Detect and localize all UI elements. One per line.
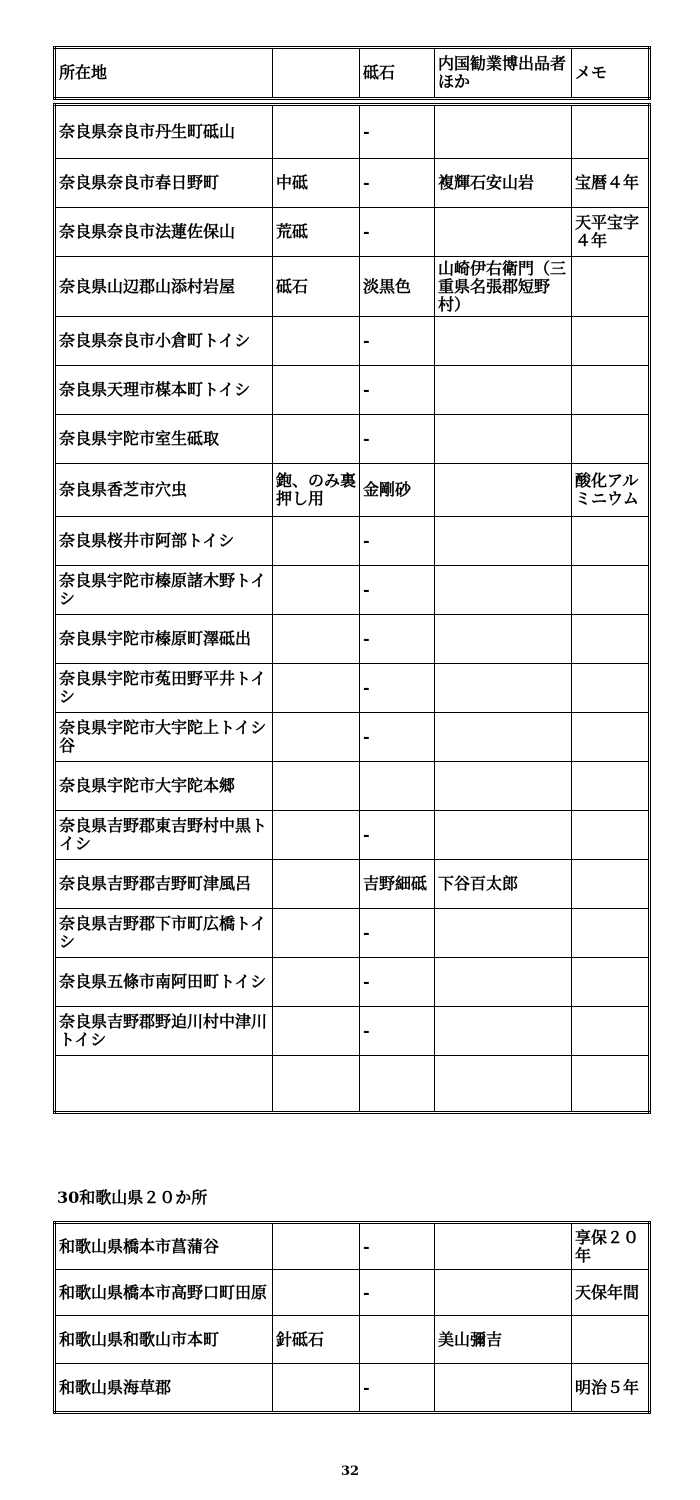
whetstone-cell: - [360,1007,435,1056]
exhibitor-cell: 美山彌吉 [435,1316,572,1364]
memo-cell: 宝暦４年 [572,159,650,208]
table-row [55,615,650,664]
table-row [55,1316,650,1364]
whetstone-cell: 淡黒色 [360,257,435,317]
header-whetstone: 砥石 [360,48,435,99]
type-cell [273,958,360,1007]
table-row [55,566,650,615]
type-cell [273,713,360,762]
location-cell: 奈良県吉野郡吉野町津風呂 [55,860,273,909]
memo-cell [572,366,650,415]
type-cell [273,615,360,664]
memo-cell [572,762,650,811]
location-cell: 奈良県奈良市法蓮佐保山 [55,208,273,257]
memo-cell [572,415,650,464]
table-row [55,958,650,1007]
type-cell: 針砥石 [273,1316,360,1364]
memo-cell: 明治５年 [572,1364,650,1413]
location-cell: 奈良県天理市楳本町トイシ [55,366,273,415]
location-cell: 奈良県五條市南阿田町トイシ [55,958,273,1007]
exhibitor-cell [435,1364,572,1413]
location-cell: 奈良県吉野郡野迫川村中津川トイシ [55,1007,273,1056]
table-row [55,713,650,762]
location-cell: 奈良県宇陀市室生砥取 [55,415,273,464]
table-row [55,762,650,811]
exhibitor-cell [435,517,572,566]
memo-cell [572,713,650,762]
table-row [55,257,650,317]
memo-cell [572,909,650,958]
memo-cell [572,860,650,909]
whetstone-cell: - [360,208,435,257]
exhibitor-cell: 複輝石安山岩 [435,159,572,208]
whetstone-cell: 金剛砂 [360,464,435,517]
exhibitor-cell [435,1270,572,1316]
header-type [273,48,360,99]
type-cell [273,317,360,366]
location-cell: 奈良県奈良市春日野町 [55,159,273,208]
location-cell: 奈良県宇陀市菟田野平井トイシ [55,664,273,713]
type-cell: 鉋、のみ裏押し用 [273,464,360,517]
memo-cell [572,566,650,615]
exhibitor-cell [435,1056,572,1113]
memo-cell: 酸化アルミニウム [572,464,650,517]
header-exhibitor: 内国勧業博出品者ほか [435,48,572,99]
table-row [55,464,650,517]
table-row [55,909,650,958]
whetstone-cell: - [360,1223,435,1270]
location-cell: 奈良県宇陀市榛原諸木野トイシ [55,566,273,615]
location-cell: 奈良県宇陀市大宇陀上トイシ谷 [55,713,273,762]
table-row [55,811,650,860]
type-cell: 中砥 [273,159,360,208]
location-cell: 和歌山県海草郡 [55,1364,273,1413]
location-cell: 奈良県吉野郡東吉野村中黒トイシ [55,811,273,860]
exhibitor-cell [435,909,572,958]
type-cell [273,1270,360,1316]
memo-cell [572,517,650,566]
table-row [55,208,650,257]
whetstone-cell: - [360,159,435,208]
location-cell: 奈良県香芝市穴虫 [55,464,273,517]
location-cell: 奈良県宇陀市榛原町澤砥出 [55,615,273,664]
location-cell: 奈良県吉野郡下市町広橋トイシ [55,909,273,958]
exhibitor-cell [435,615,572,664]
exhibitor-cell [435,105,572,159]
exhibitor-cell [435,762,572,811]
whetstone-cell: - [360,517,435,566]
whetstone-cell: - [360,366,435,415]
whetstone-cell: - [360,664,435,713]
exhibitor-cell: 下谷百太郎 [435,860,572,909]
exhibitor-cell [435,566,572,615]
location-cell: 和歌山県橋本市菖蒲谷 [55,1223,273,1270]
type-cell [273,105,360,159]
whetstone-cell: 吉野細砥 [360,860,435,909]
section-title: 30和歌山県２０か所 [57,1188,208,1207]
type-cell [273,517,360,566]
exhibitor-cell [435,664,572,713]
memo-cell [572,257,650,317]
table-row [55,105,650,159]
memo-cell [572,958,650,1007]
table-row [55,1056,650,1113]
exhibitor-cell [435,1223,572,1270]
type-cell: 荒砥 [273,208,360,257]
memo-cell [572,1056,650,1113]
type-cell [273,860,360,909]
memo-cell [572,811,650,860]
whetstone-cell: - [360,415,435,464]
exhibitor-cell [435,464,572,517]
type-cell: 砥石 [273,257,360,317]
table-row [55,1007,650,1056]
type-cell [273,566,360,615]
type-cell [273,1056,360,1113]
memo-cell [572,615,650,664]
whetstone-cell [360,1316,435,1364]
whetstone-cell: - [360,909,435,958]
header-memo: メモ [572,48,650,99]
location-cell: 奈良県奈良市小倉町トイシ [55,317,273,366]
type-cell [273,909,360,958]
memo-cell: 享保２０年 [572,1223,650,1270]
table-row [55,517,650,566]
exhibitor-cell: 山崎伊右衛門（三重県名張郡短野村） [435,257,572,317]
location-cell: 和歌山県和歌山市本町 [55,1316,273,1364]
type-cell [273,1007,360,1056]
whetstone-cell [360,762,435,811]
table-row [55,1223,650,1270]
table-row [55,317,650,366]
whetstone-cell: - [360,713,435,762]
location-cell: 和歌山県橋本市高野口町田原 [55,1270,273,1316]
table-row [55,415,650,464]
whetstone-cell: - [360,1270,435,1316]
type-cell [273,664,360,713]
memo-cell [572,105,650,159]
whetstone-cell [360,1056,435,1113]
whetstone-cell: - [360,615,435,664]
type-cell [273,415,360,464]
table-row [55,860,650,909]
wakayama-table [53,1221,651,1414]
type-cell [273,762,360,811]
exhibitor-cell [435,1007,572,1056]
whetstone-cell: - [360,811,435,860]
header-row [55,48,650,99]
memo-cell: 天平宝字４年 [572,208,650,257]
location-cell: 奈良県山辺郡山添村岩屋 [55,257,273,317]
memo-cell [572,1316,650,1364]
exhibitor-cell [435,208,572,257]
memo-cell [572,1007,650,1056]
whetstone-cell: - [360,958,435,1007]
type-cell [273,811,360,860]
type-cell [273,1364,360,1413]
nara-table [53,103,651,1114]
exhibitor-cell [435,415,572,464]
header-location: 所在地 [55,48,273,99]
whetstone-cell: - [360,1364,435,1413]
location-cell: 奈良県奈良市丹生町砥山 [55,105,273,159]
type-cell [273,1223,360,1270]
location-cell: 奈良県桜井市阿部トイシ [55,517,273,566]
type-cell [273,366,360,415]
table-row [55,664,650,713]
header-table [53,46,651,100]
whetstone-cell: - [360,566,435,615]
memo-cell [572,317,650,366]
location-cell: 奈良県宇陀市大宇陀本郷 [55,762,273,811]
exhibitor-cell [435,811,572,860]
exhibitor-cell [435,317,572,366]
location-cell [55,1056,273,1113]
exhibitor-cell [435,958,572,1007]
whetstone-cell: - [360,317,435,366]
exhibitor-cell [435,366,572,415]
page-number: 32 [340,1464,360,1479]
table-row [55,1364,650,1413]
whetstone-cell: - [360,105,435,159]
memo-cell: 天保年間 [572,1270,650,1316]
table-row [55,159,650,208]
table-row [55,1270,650,1316]
table-row [55,366,650,415]
exhibitor-cell [435,713,572,762]
memo-cell [572,664,650,713]
